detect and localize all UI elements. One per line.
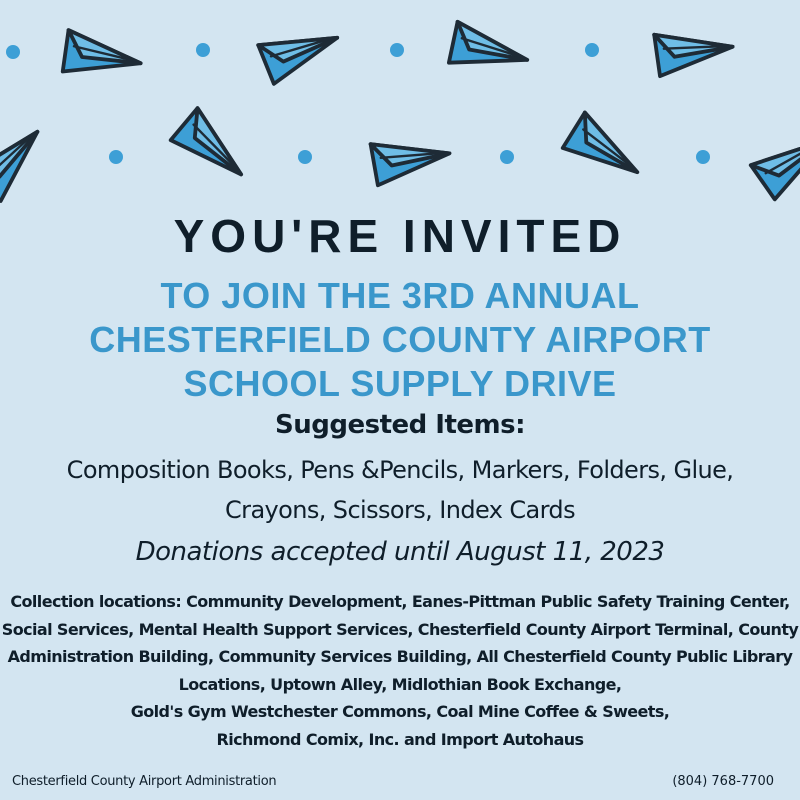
paper-plane-icon: [258, 17, 344, 84]
paper-plane-icon: [563, 113, 650, 189]
collection-line: Social Services, Mental Health Support Services, Chesterfield County Airport Terminal, County: [1, 619, 799, 639]
collection-locations: [0, 588, 800, 753]
collection-line: Administration Building, Community Services Building, All Chesterfield County Public Library: [7, 647, 793, 666]
invitation-heading: YOU'RE INVITED: [173, 210, 627, 262]
dot-icon: [696, 150, 710, 164]
dot-icon: [6, 45, 20, 59]
dot-icon: [390, 43, 404, 57]
dot-icon: [109, 150, 123, 164]
paper-plane-icon: [654, 24, 735, 76]
paper-plane-decoration: [0, 0, 800, 210]
paper-plane-icon: [63, 30, 144, 82]
suggested-items-title: Suggested Items:: [275, 410, 525, 440]
paper-plane-icon: [171, 108, 256, 189]
event-headline: [0, 274, 800, 406]
donation-deadline: Donations accepted until August 11, 2023: [135, 537, 665, 567]
suggested-items-list: [0, 450, 800, 530]
headline-line: TO JOIN THE 3RD ANNUAL: [160, 275, 640, 316]
footer-phone: (804) 768-7700: [672, 774, 774, 789]
headline-line: CHESTERFIELD COUNTY AIRPORT: [89, 319, 711, 360]
paper-plane-icon: [449, 22, 532, 79]
collection-line: Gold's Gym Westchester Commons, Coal Mine Coffee & Sweets,: [130, 702, 670, 721]
dot-icon: [585, 43, 599, 57]
footer-organization: Chesterfield County Airport Administration: [12, 774, 277, 789]
paper-plane-icon: [751, 122, 800, 200]
headline-line: SCHOOL SUPPLY DRIVE: [183, 363, 617, 404]
suggested-items-line: Composition Books, Pens &Pencils, Markers, Folders, Glue,: [66, 456, 734, 484]
dot-icon: [196, 43, 210, 57]
dot-icon: [298, 150, 312, 164]
suggested-items-line: Crayons, Scissors, Index Cards: [225, 496, 575, 524]
collection-line: Richmond Comix, Inc. and Import Autohaus: [216, 729, 584, 749]
dot-icon: [500, 150, 514, 164]
paper-plane-icon: [371, 131, 453, 185]
collection-line: Locations, Uptown Alley, Midlothian Book Exchange,: [178, 674, 622, 694]
paper-plane-icon: [0, 117, 52, 201]
collection-line: Collection locations: Community Development, Eanes-Pittman Public Safety Training Center,: [10, 592, 790, 611]
